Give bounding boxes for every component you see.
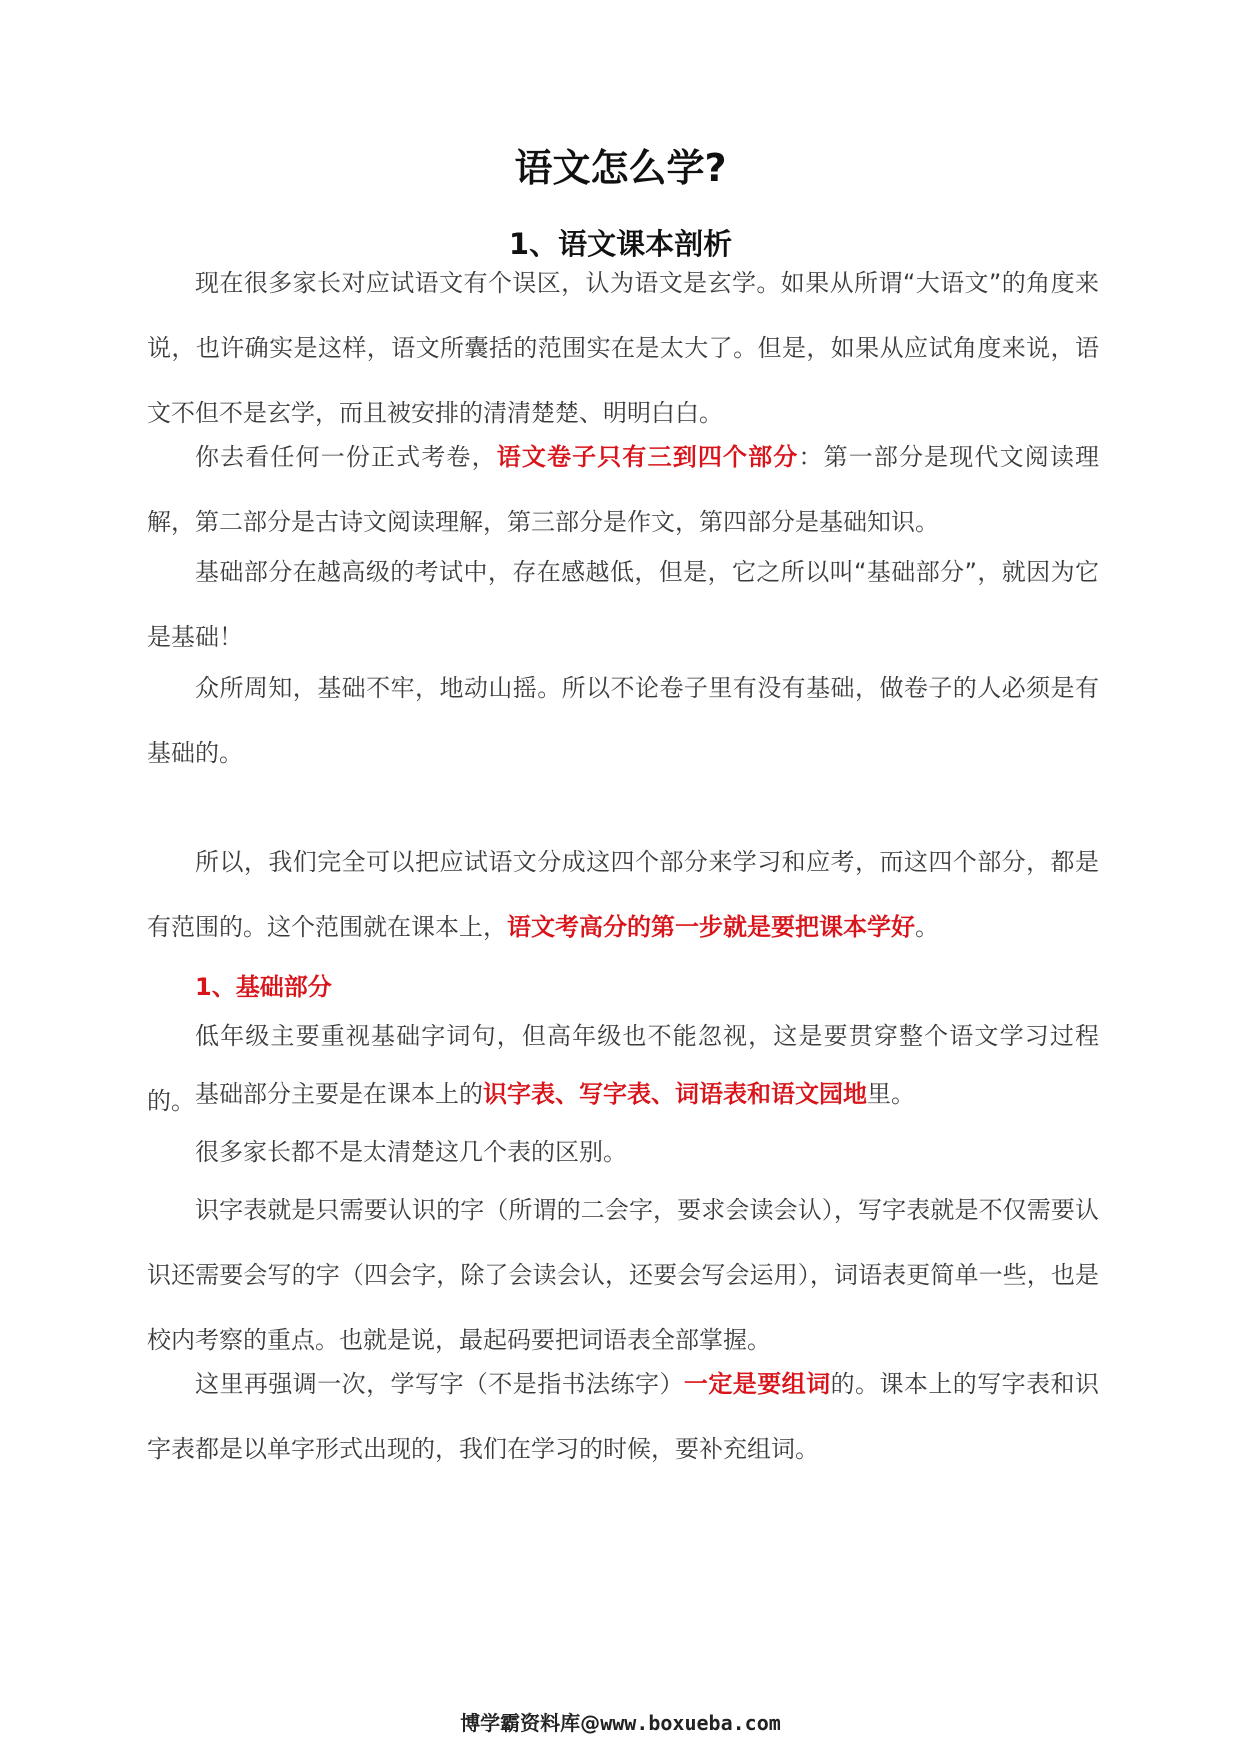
page-title: 语文怎么学? — [514, 146, 727, 190]
section-heading-basics: 1、基础部分 — [195, 973, 332, 1001]
page-footer — [0, 1708, 1241, 1738]
paragraph-text: 基础部分在越高级的考试中，存在感越低，但是，它之所以叫“基础部分”，就因为它是基础！ — [147, 558, 1099, 651]
paragraph-text: 。 — [915, 913, 939, 941]
paragraph-word-groups — [147, 1352, 1099, 1482]
paragraph-foundation — [147, 656, 1099, 786]
paragraph-text: 现在很多家长对应试语文有个误区，认为语文是玄学。如果从所谓“大语文”的角度来说，也许确实是这样，语文所囊括的范围实在是太大了。但是，如果从应试角度来说，语文不但不是玄学，而且被安排的清清楚楚、明明白白。 — [147, 269, 1099, 427]
highlight-text: 识字表、写字表、词语表和语文园地 — [483, 1080, 867, 1108]
footer-site-name: 博学霸资料库@ — [460, 1711, 601, 1735]
paragraph-text: 基础部分主要是在课本上的 — [195, 1080, 483, 1108]
paragraph-text: 里。 — [867, 1080, 915, 1108]
paragraph-exam-parts — [147, 425, 1099, 555]
footer-url[interactable]: www.boxueba.com — [600, 1711, 781, 1735]
paragraph-intro — [147, 251, 1099, 446]
paragraph-tables — [147, 1062, 1099, 1127]
paragraph-scope — [147, 830, 1099, 960]
paragraph-text: 所以，我们完全可以把应试语文分成这四个部分来学习和应考，而这四个部分，都是有范围的。这个范围就在课本上， — [147, 848, 1099, 941]
highlight-text: 语文卷子只有三到四个部分 — [496, 443, 799, 471]
paragraph-table-difference — [147, 1178, 1099, 1373]
paragraph-basics — [147, 540, 1099, 670]
paragraph-parents — [147, 1120, 1099, 1185]
paragraph-text: 识字表就是只需要认识的字（所谓的二会字，要求会读会认），写字表就是不仅需要认识还需要会写的字（四会字，除了会读会认，还要会写会运用），词语表更简单一些，也是校内考察的重点。也就是说，最起码要把词语表全部掌握。 — [147, 1196, 1099, 1354]
paragraph-text: 你去看任何一份正式考卷， — [195, 443, 497, 471]
section-title: 1、语文课本剖析 — [508, 227, 733, 261]
paragraph-text: 很多家长都不是太清楚这几个表的区别。 — [195, 1138, 627, 1166]
paragraph-text: 众所周知，基础不牢，地动山摇。所以不论卷子里有没有基础，做卷子的人必须是有基础的。 — [147, 674, 1099, 767]
paragraph-text: 低年级主要重视基础字词句，但高年级也不能忽视，这是要贯穿整个语文学习过程的。 — [147, 1022, 1099, 1115]
highlight-text: 一定是要组词 — [683, 1370, 831, 1398]
highlight-text: 语文考高分的第一步就是要把课本学好 — [507, 913, 915, 941]
paragraph-text: 这里再强调一次，学写字（不是指书法练字） — [195, 1370, 684, 1398]
paragraph-text: ：第一部分是现代文阅读理解，第二部分是古诗文阅读理解，第三部分是作文，第四部分是基础知识。 — [147, 443, 1100, 536]
paragraph-text: 的。课本上的写字表和识字表都是以单字形式出现的，我们在学习的时候，要补充组词。 — [147, 1370, 1100, 1463]
